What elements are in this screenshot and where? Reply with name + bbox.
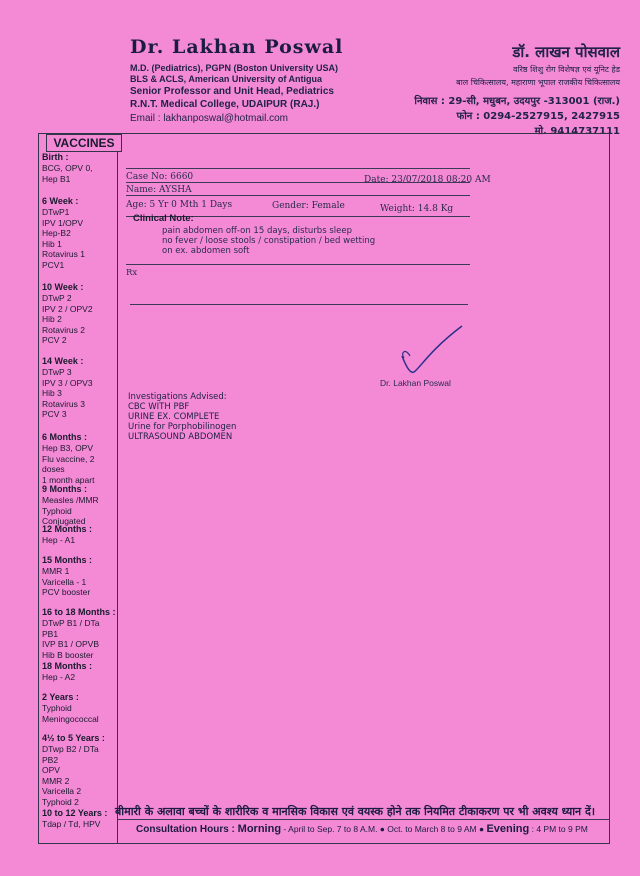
divider-line: [126, 182, 470, 183]
vaccine-group: [42, 282, 116, 346]
vaccine-item: Hib 2: [42, 314, 62, 324]
vaccine-item: MMR 2: [42, 775, 70, 786]
vaccine-group: [42, 356, 116, 420]
morning-detail: - April to Sep. 7 to 8 A.M. ● Oct. to March 8 to 9 AM ●: [281, 824, 487, 834]
vaccine-item: DTwP1: [42, 207, 70, 217]
vaccine-item: Rotavirus 2: [42, 324, 85, 335]
vaccine-group-heading: 14 Week :: [42, 356, 84, 366]
hindi-doctor-name: डॉ. लाखन पोसवाल: [512, 43, 620, 61]
clinical-note-line: no fever / loose stools / constipation / bed wetting: [162, 236, 376, 246]
vaccine-item: DTwP 3: [42, 367, 72, 377]
divider-line: [126, 195, 470, 196]
vaccine-group: [42, 524, 116, 546]
vaccine-item: IPV 2 / OPV2: [42, 303, 93, 314]
credential-line: Senior Professor and Unit Head, Pediatrics: [130, 86, 334, 97]
vaccine-group: [42, 152, 116, 184]
vaccine-item: OPV: [42, 765, 60, 775]
vaccine-group: [42, 484, 116, 527]
vaccine-group-heading: 16 to 18 Months :: [42, 607, 116, 617]
investigation-item: ULTRASOUND ABDOMEN: [128, 432, 233, 442]
hindi-notice: बीमारी के अलावा बच्चों के शारीरिक व मानसिक विकास एवं वयस्क होने तक नियमित टीकाकरण पर भी अवश्य ध्यान दें।: [115, 805, 595, 818]
hindi-line: वरिष्ठ शिशु रोग विशेषज्ञ एवं यूनिट हेड: [513, 65, 620, 74]
vaccine-item: Hep - A2: [42, 672, 76, 682]
vaccine-group-heading: 6 Week :: [42, 196, 79, 206]
investigations-label: Investigations Advised:: [128, 392, 227, 402]
email-line: Email : lakhanposwal@hotmail.com: [130, 113, 288, 124]
signature-mark: [396, 322, 468, 378]
case-number: Case No: 6660: [126, 172, 194, 182]
vaccine-item: Hep B1: [42, 173, 71, 184]
doctor-name: Dr. Lakhan Poswal: [130, 36, 344, 58]
vaccine-group-heading: 9 Months :: [42, 484, 87, 494]
vaccine-item: Hep B3, OPV: [42, 443, 94, 453]
vaccine-group-heading: 10 Week :: [42, 282, 84, 292]
vaccine-group-heading: 6 Months :: [42, 432, 87, 442]
vaccine-group: [42, 733, 116, 807]
hindi-line: बाल चिकित्सालय, महाराणा भूपाल राजकीय चिकित्सालय: [456, 78, 620, 87]
vaccine-group-heading: 10 to 12 Years :: [42, 808, 108, 818]
vaccine-item: Hib 1: [42, 238, 62, 249]
morning-label: Morning: [237, 823, 282, 835]
vaccine-item: PCV 2: [42, 335, 67, 345]
vaccine-item: IVP B1 / OPVB: [42, 639, 100, 649]
signature-name: Dr. Lakhan Poswal: [380, 378, 451, 388]
visit-date: Date: 23/07/2018 08:20 AM: [364, 175, 491, 185]
vaccine-item: DTwP 2: [42, 293, 72, 303]
patient-name: Name: AYSHA: [126, 185, 192, 195]
vaccine-item: Tdap / Td, HPV: [42, 819, 101, 829]
vaccines-title: VACCINES: [46, 134, 122, 152]
patient-age: Age: 5 Yr 0 Mth 1 Days: [126, 200, 233, 210]
vaccine-group-heading: 2 Years :: [42, 692, 79, 702]
vaccine-item: Varicella - 1: [42, 576, 87, 587]
hours-label: Consultation Hours :: [136, 824, 238, 835]
vaccine-item: Rotavirus 3: [42, 398, 85, 409]
vaccine-item: PCV 3: [42, 409, 67, 419]
vaccine-item: IPV 1/OPV: [42, 217, 84, 228]
vaccine-item: DTwP B1 / DTa PB1: [42, 618, 100, 639]
credential-line: R.N.T. Medical College, UDAIPUR (RAJ.): [130, 99, 320, 110]
vaccine-item: IPV 3 / OPV3: [42, 377, 93, 388]
divider-line: [130, 304, 468, 305]
vaccine-group: [42, 607, 116, 660]
vaccine-item: PCV booster: [42, 587, 91, 597]
vaccine-item: 1 month apart: [42, 474, 95, 485]
vaccine-group-heading: 18 Months :: [42, 661, 93, 671]
divider-line: [126, 168, 470, 169]
clinical-note-line: on ex. abdomen soft: [162, 246, 250, 256]
investigation-item: URINE EX. COMPLETE: [128, 412, 220, 422]
vaccine-group-heading: 15 Months :: [42, 555, 93, 565]
vaccine-group: [42, 808, 116, 830]
vaccine-group: [42, 432, 116, 485]
vaccine-item: BCG, OPV 0,: [42, 163, 93, 173]
patient-weight: Weight: 14.8 Kg: [380, 204, 454, 214]
evening-detail: : 4 PM to 9 PM: [529, 824, 588, 834]
evening-label: Evening: [486, 823, 530, 835]
vaccine-group: [42, 661, 116, 683]
vaccine-group-heading: 4½ to 5 Years :: [42, 733, 105, 743]
vaccine-item: Rotavirus 1: [42, 249, 85, 259]
clinical-note-line: pain abdomen off-on 15 days, disturbs sleep: [162, 226, 352, 236]
rx-label: Rx: [126, 268, 138, 278]
credential-line: BLS & ACLS, American University of Antigua: [130, 74, 323, 84]
vaccine-item: Meningococcal: [42, 713, 99, 724]
sidebar-divider: [117, 133, 118, 844]
vaccine-item: Hib 3: [42, 388, 62, 398]
clinical-note-label: Clinical Note:: [133, 213, 194, 224]
vaccine-item: Varicella 2: [42, 786, 82, 796]
divider-line: [118, 819, 610, 820]
vaccine-item: Hib B booster: [42, 649, 94, 660]
investigation-item: Urine for Porphobilinogen: [128, 422, 237, 432]
vaccine-item: Typhoid: [42, 703, 72, 713]
vaccine-item: Typhoid 2: [42, 796, 79, 807]
vaccine-item: Flu vaccine, 2 doses: [42, 453, 95, 474]
vaccine-group-heading: Birth :: [42, 152, 69, 162]
hindi-address: निवास : 29-सी, मधुबन, उदयपुर -313001 (राज.): [414, 96, 620, 107]
hindi-mobile: मो. 9414737111: [534, 126, 620, 137]
credential-line: M.D. (Pediatrics), PGPN (Boston University USA): [130, 63, 339, 73]
investigation-item: CBC WITH PBF: [128, 402, 190, 412]
vaccine-item: Hep-B2: [42, 228, 71, 238]
vaccine-item: Hep - A1: [42, 535, 76, 545]
vaccine-group: [42, 555, 116, 598]
consultation-hours: [136, 823, 588, 835]
vaccine-group-heading: 12 Months :: [42, 524, 93, 534]
vaccine-item: Measles /MMR: [42, 495, 99, 505]
divider-line: [126, 264, 470, 265]
vaccine-item: MMR 1: [42, 566, 70, 576]
patient-gender: Gender: Female: [272, 201, 345, 211]
vaccine-item: DTwp B2 / DTa PB2: [42, 744, 99, 765]
vaccine-item: Typhoid Conjugated: [42, 505, 86, 526]
hindi-phone: फोन : 0294-2527915, 2427915: [456, 111, 620, 122]
vaccine-item: PCV1: [42, 259, 65, 270]
vaccine-group: [42, 196, 116, 270]
vaccine-group: [42, 692, 116, 724]
